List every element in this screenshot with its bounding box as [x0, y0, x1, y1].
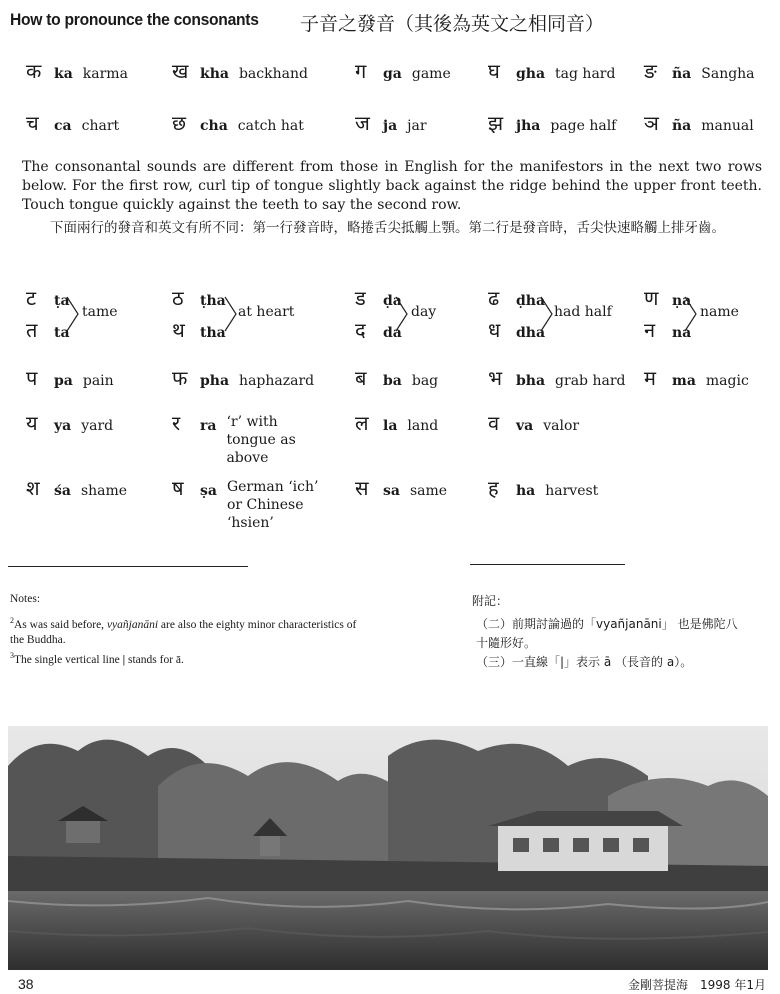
transliteration: kha [200, 66, 229, 82]
transliteration: ja [383, 118, 398, 134]
explanation-paragraph-en: The consonantal sounds are different from those in English for the manifestors in the next two rows below. For the first row, curl tip of tongue slightly back against the ridge behind the upper front teeth. Touch tongue quickly against the teeth to say the second row. [22, 159, 762, 213]
consonant-cell [644, 110, 754, 136]
notes-divider-right [470, 564, 625, 565]
note-3 [10, 648, 370, 668]
transliteration: la [383, 418, 398, 434]
english-example: bag [411, 373, 439, 389]
english-example: yard [81, 418, 114, 434]
devanagari-glyph: झ [488, 111, 504, 135]
english-example: shame [80, 483, 128, 499]
transliteration: bha [516, 373, 546, 389]
bracket-icon [540, 296, 554, 332]
note-3-pre: The single vertical line [14, 653, 123, 666]
english-example: had half [554, 304, 612, 320]
devanagari-glyph: थ [172, 318, 185, 342]
transliteration: na [672, 325, 692, 341]
consonant-cell [172, 365, 314, 391]
consonant-cell [355, 475, 447, 501]
devanagari-glyph: ण [644, 286, 659, 310]
consonant-cell [488, 58, 615, 84]
devanagari-glyph: य [26, 411, 38, 435]
note-3-glyph: | [122, 653, 126, 666]
bracket-icon [66, 296, 80, 332]
devanagari-glyph: ठ [172, 286, 184, 310]
transliteration: ṇa [672, 293, 692, 309]
english-example: German ‘ich’ or Chinese ‘hsien’ [226, 479, 319, 532]
english-example: haphazard [239, 373, 315, 389]
bracket-icon [684, 296, 698, 332]
page-title-zh: 子音之發音（其後為英文之相同音） [300, 13, 605, 35]
notes-en [10, 592, 370, 668]
english-example: at heart [238, 304, 295, 320]
devanagari-glyph: ड [355, 286, 366, 310]
consonant-cell [26, 365, 114, 391]
consonant-cell [26, 58, 128, 84]
consonant-cell [172, 475, 327, 533]
devanagari-glyph: च [26, 111, 39, 135]
consonant-cell [644, 58, 755, 84]
transliteration: ya [54, 418, 72, 434]
garden-photo-drawing [8, 726, 768, 970]
transliteration: tha [200, 325, 226, 341]
devanagari-glyph: प [26, 366, 38, 390]
transliteration: śa [54, 483, 71, 499]
english-example: land [407, 418, 439, 434]
transliteration: dha [516, 325, 546, 341]
transliteration: ḍha [516, 293, 546, 309]
consonant-cell [488, 475, 598, 501]
transliteration: ca [54, 118, 72, 134]
devanagari-glyph: म [644, 366, 656, 390]
explanation-zh-text: 下面兩行的發音和英文有所不同：第一行發音時，略捲舌尖抵觸上顎。第二行是發音時，舌尖快速略觸上排牙齒。 [50, 220, 725, 236]
devanagari-glyph: फ [172, 366, 188, 390]
devanagari-glyph: ज [355, 111, 370, 135]
consonant-cell [172, 58, 308, 84]
transliteration: va [516, 418, 534, 434]
transliteration: ka [54, 66, 73, 82]
consonant-pair [488, 284, 618, 344]
devanagari-glyph: ध [488, 318, 501, 342]
english-example: ‘r’ with tongue as above [226, 414, 296, 467]
transliteration: ṭa [54, 293, 70, 309]
devanagari-glyph: श [26, 476, 40, 500]
explanation-paragraph-zh [22, 218, 742, 239]
transliteration: ha [516, 483, 536, 499]
note-3-marker: 3 [10, 650, 14, 660]
english-example: magic [705, 373, 749, 389]
transliteration: ra [200, 418, 217, 434]
note-zh-3: （三）一直線「|」表示 ā （長音的 a）。 [476, 655, 693, 669]
devanagari-glyph: ष [172, 476, 184, 500]
notes-heading: Notes: [10, 593, 41, 605]
consonant-pair [355, 284, 485, 344]
transliteration: cha [200, 118, 228, 134]
english-example: day [411, 304, 437, 320]
page-number: 38 [18, 976, 34, 992]
transliteration: pha [200, 373, 230, 389]
consonant-pair [644, 284, 774, 344]
devanagari-glyph: भ [488, 366, 503, 390]
devanagari-glyph: छ [172, 111, 187, 135]
devanagari-glyph: स [355, 476, 369, 500]
english-example: backhand [238, 66, 308, 82]
devanagari-glyph: र [172, 411, 181, 435]
english-example: valor [543, 418, 580, 434]
consonant-cell [26, 475, 127, 501]
english-example: game [411, 66, 451, 82]
transliteration: ḍa [383, 293, 402, 309]
transliteration: ma [672, 373, 696, 389]
devanagari-glyph: ल [355, 411, 369, 435]
english-example: tame [82, 304, 118, 320]
english-example: tag hard [555, 66, 616, 82]
notes-zh [472, 592, 742, 672]
consonant-cell [644, 365, 749, 391]
transliteration: jha [516, 118, 541, 134]
english-example: page half [550, 118, 617, 134]
transliteration: ña [672, 118, 692, 134]
english-example: harvest [545, 483, 599, 499]
devanagari-glyph: क [26, 59, 42, 83]
devanagari-glyph: ख [172, 59, 189, 83]
consonant-pair [172, 284, 302, 344]
english-example: karma [82, 66, 128, 82]
bracket-icon [224, 296, 238, 332]
consonant-cell [488, 365, 625, 391]
publication-footer: 金剛菩提海 1998 年1月 [628, 978, 766, 992]
note-zh-2: （二）前期討論過的「vyañjanāni」 也是佛陀八十隨形好。 [476, 617, 738, 650]
devanagari-glyph: ढ [488, 286, 500, 310]
english-example: jar [407, 118, 427, 134]
consonant-cell [355, 410, 438, 436]
transliteration: ṣa [200, 483, 217, 499]
english-example: catch hat [237, 118, 304, 134]
consonant-pair [26, 284, 156, 344]
devanagari-glyph: ह [488, 476, 499, 500]
english-example: name [700, 304, 739, 320]
page-title-en: How to pronounce the consonants [10, 10, 259, 29]
notes-divider-left [8, 566, 248, 567]
note-2 [10, 613, 370, 648]
devanagari-glyph: घ [488, 59, 500, 83]
consonant-cell [355, 365, 438, 391]
garden-pond-photo [8, 726, 768, 970]
devanagari-glyph: ञ [644, 111, 659, 135]
transliteration: gha [516, 66, 546, 82]
consonant-cell [355, 110, 427, 136]
devanagari-glyph: ग [355, 59, 367, 83]
note-2-term: vyañjanāni [106, 618, 159, 631]
note-2-marker: 2 [10, 616, 14, 625]
consonant-cell [26, 110, 119, 136]
note-3-post: stands for ā. [125, 653, 184, 666]
english-example: Sangha [701, 66, 755, 82]
bracket-icon [395, 296, 409, 332]
note-2-pre: As was said before, [14, 618, 107, 631]
consonant-cell [26, 410, 113, 436]
transliteration: ta [54, 325, 70, 341]
devanagari-glyph: न [644, 318, 656, 342]
consonant-cell [488, 110, 616, 136]
consonant-cell [355, 58, 451, 84]
english-example: grab hard [555, 373, 626, 389]
english-example: same [409, 483, 448, 499]
devanagari-glyph: ब [355, 366, 367, 390]
english-example: chart [81, 118, 120, 134]
notes-zh-heading: 附記： [472, 594, 509, 608]
devanagari-glyph: ट [26, 286, 37, 310]
note-2-post: are also the eighty minor characteristics of the Buddha. [10, 618, 357, 646]
devanagari-glyph: व [488, 411, 500, 435]
devanagari-glyph: ङ [644, 59, 657, 83]
devanagari-glyph: त [26, 318, 38, 342]
transliteration: ba [383, 373, 402, 389]
transliteration: da [383, 325, 402, 341]
transliteration: ṭha [200, 293, 226, 309]
consonant-cell [488, 410, 579, 436]
transliteration: ña [672, 66, 692, 82]
transliteration: pa [54, 373, 73, 389]
consonant-cell [172, 110, 304, 136]
consonant-cell [172, 410, 306, 468]
english-example: pain [82, 373, 114, 389]
transliteration: sa [383, 483, 400, 499]
transliteration: ga [383, 66, 402, 82]
english-example: manual [701, 118, 754, 134]
devanagari-glyph: द [355, 318, 366, 342]
